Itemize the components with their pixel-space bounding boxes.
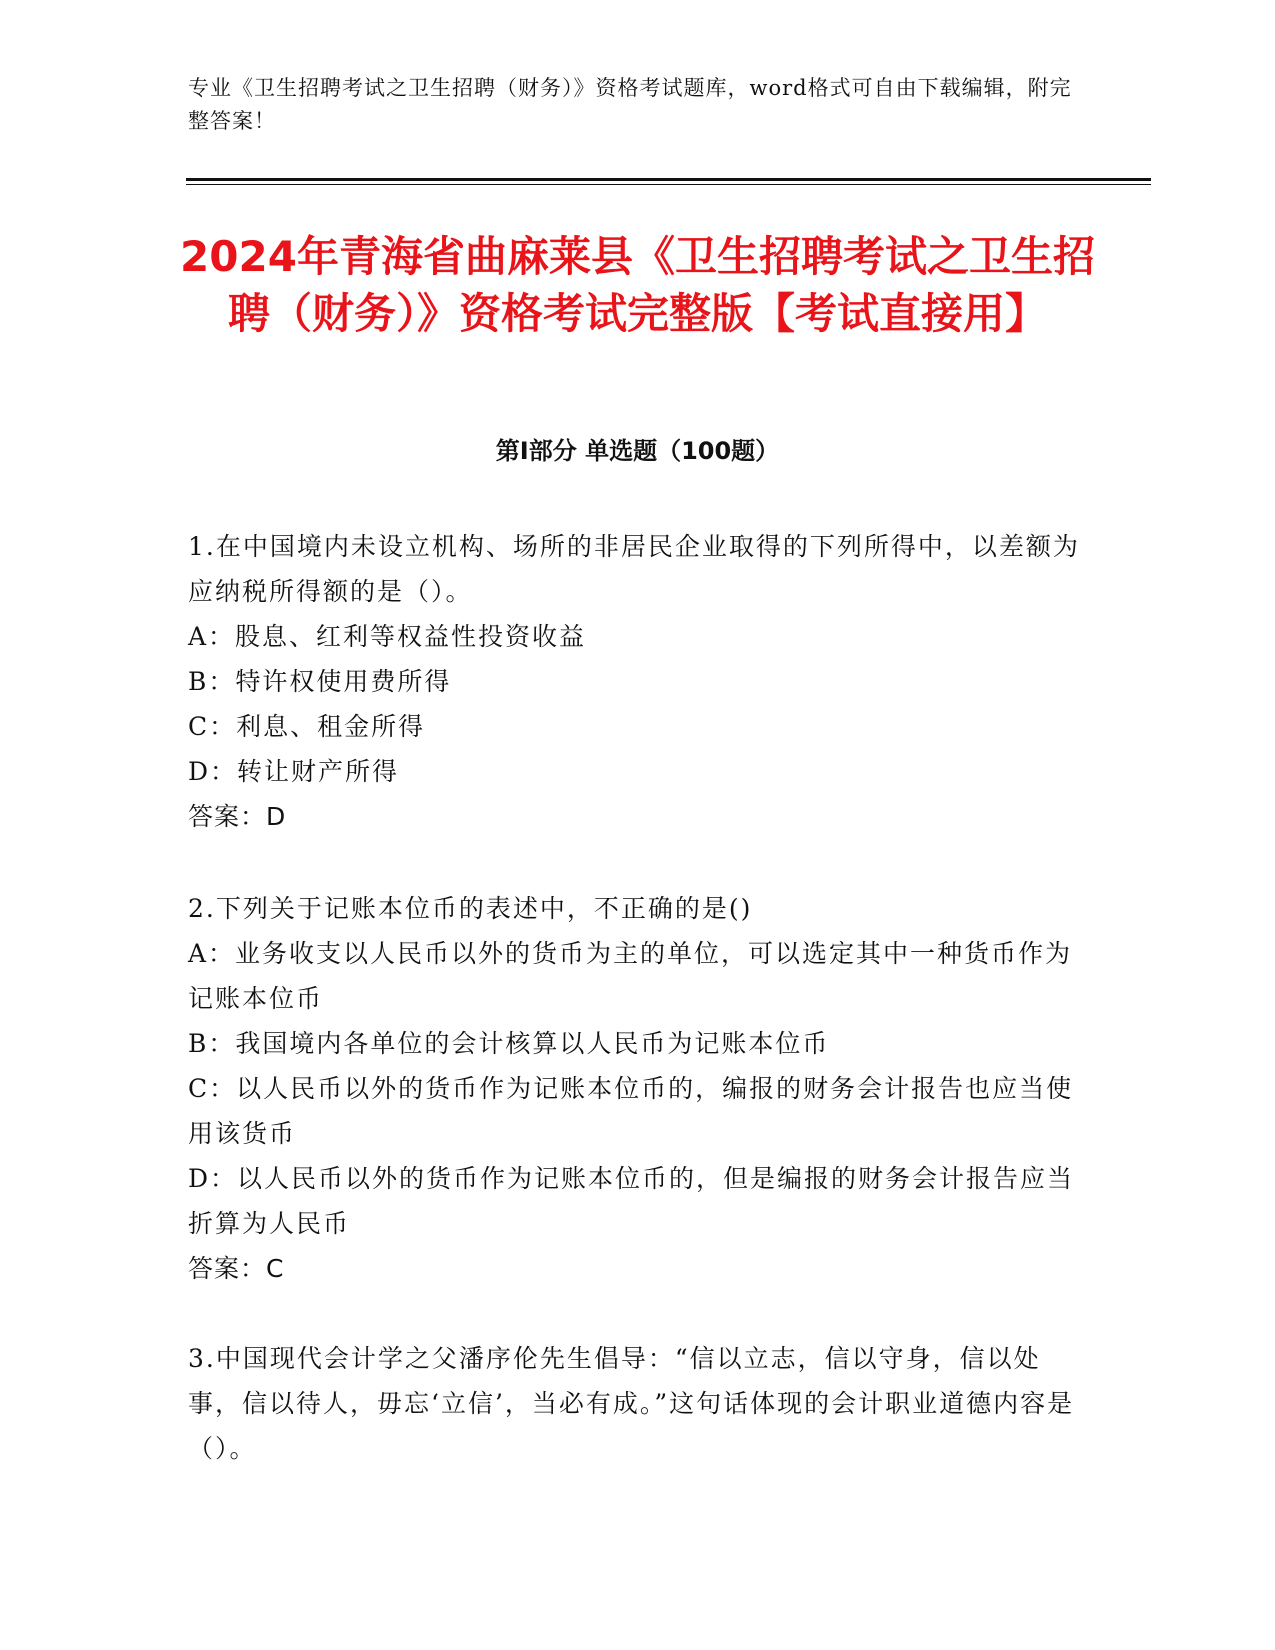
answer: 答案：D — [188, 802, 287, 831]
question-3 — [188, 1336, 1083, 1471]
header-divider — [186, 178, 1151, 181]
question-stem: 3.中国现代会计学之父潘序伦先生倡导：“信以立志，信以守身，信以处事，信以待人，毋忘‘立信’，当必有成。”这句话体现的会计职业道德内容是（）。 — [188, 1344, 1075, 1463]
section-heading: 第Ⅰ部分 单选题（100题） — [495, 437, 780, 465]
option-d: D：转让财产所得 — [188, 757, 400, 786]
option-a: A：股息、红利等权益性投资收益 — [188, 622, 587, 651]
option-c: C：利息、租金所得 — [188, 712, 426, 741]
answer: 答案：C — [188, 1254, 285, 1283]
option-d: D：以人民币以外的货币作为记账本位币的，但是编报的财务会计报告应当折算为人民币 — [188, 1164, 1075, 1238]
option-c: C：以人民币以外的货币作为记账本位币的，编报的财务会计报告也应当使用该货币 — [188, 1074, 1074, 1148]
question-2 — [188, 886, 1083, 1291]
document-title: 2024年青海省曲麻莱县《卫生招聘考试之卫生招聘（财务）》资格考试完整版【考试直接用】 — [180, 232, 1095, 338]
question-stem: 2.下列关于记账本位币的表述中，不正确的是() — [188, 894, 753, 923]
question-stem: 1.在中国境内未设立机构、场所的非居民企业取得的下列所得中，以差额为应纳税所得额的是（）。 — [188, 532, 1080, 606]
option-b: B：特许权使用费所得 — [188, 667, 452, 696]
option-a: A：业务收支以人民币以外的货币为主的单位，可以选定其中一种货币作为记账本位币 — [188, 939, 1073, 1013]
question-1 — [188, 524, 1083, 839]
header-divider-thin — [186, 184, 1151, 185]
option-b: B：我国境内各单位的会计核算以人民币为记账本位币 — [188, 1029, 830, 1058]
header-note: 专业《卫生招聘考试之卫生招聘（财务）》资格考试题库，word格式可自由下载编辑，附完整答案！ — [188, 76, 1072, 133]
